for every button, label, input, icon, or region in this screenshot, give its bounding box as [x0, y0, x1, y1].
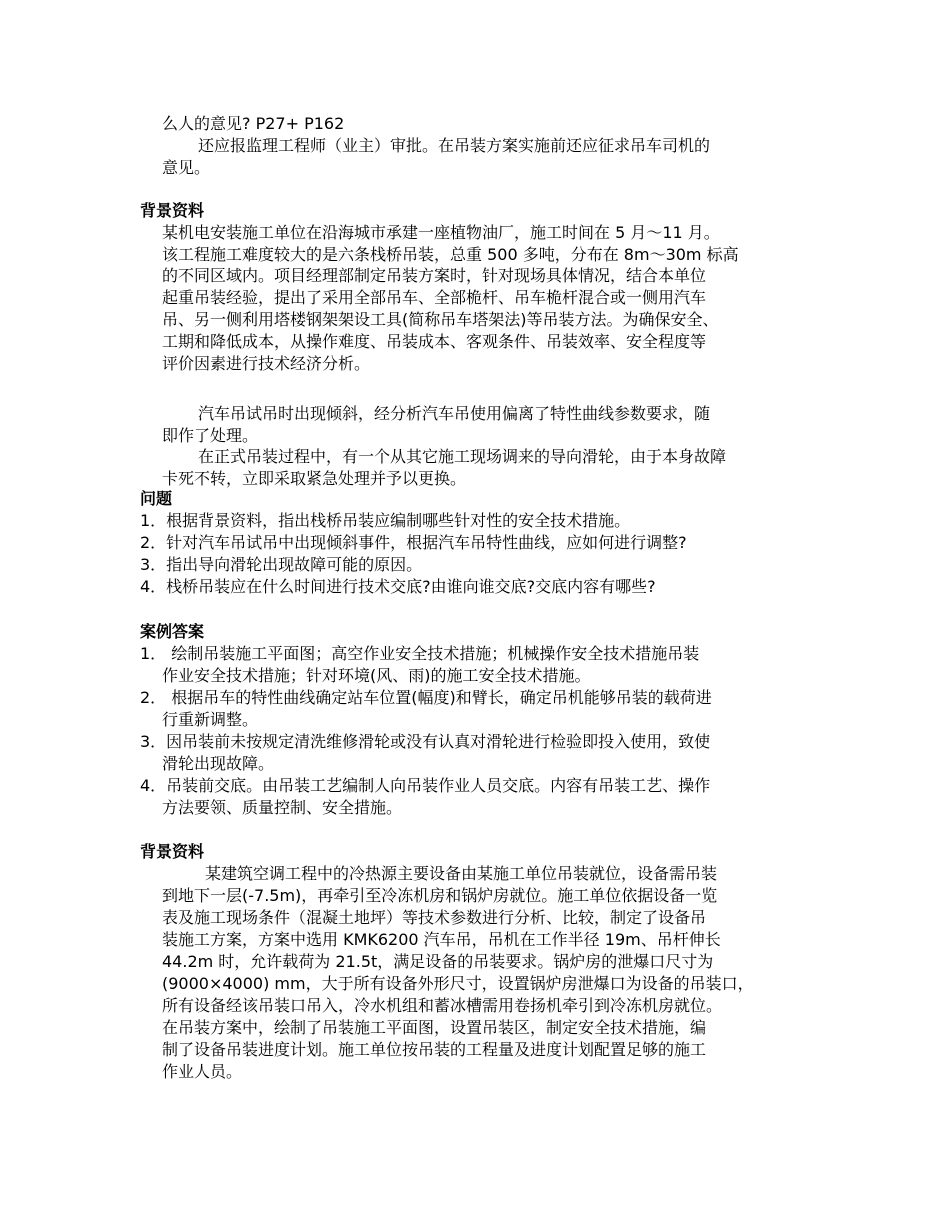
text-line: 卡死不转，立即采取紧急处理并予以更换。 [162, 469, 467, 488]
text-line: 装施工方案，方案中选用 KMK6200 汽车吊，吊机在工作半径 19m、吊杆伸长 [162, 930, 721, 949]
text-line: 该工程施工难度较大的是六条栈桥吊装，总重 500 多吨，分布在 8m～30m 标高 [162, 245, 739, 264]
text-line: 作业安全技术措施；针对环境(风、雨)的施工安全技术措施。 [162, 666, 591, 685]
text-line: 44.2m 时，允许载荷为 21.5t，满足设备的吊装要求。锅炉房的泄爆口尺寸为 [162, 952, 714, 971]
section-heading-questions: 问题 [140, 489, 173, 508]
text-line: 起重吊装经验，提出了采用全部吊车、全部桅杆、吊车桅杆混合或一侧用汽车 [162, 288, 707, 307]
answer-item: 1． 绘制吊装施工平面图；高空作业安全技术措施；机械操作安全技术措施吊装 [140, 644, 700, 663]
text-line: (9000×4000) mm，大于所有设备外形尺寸，设置锅炉房泄爆口为设备的吊装口， [162, 974, 754, 993]
text-line: 即作了处理。 [162, 426, 259, 445]
question-item: 4．栈桥吊装应在什么时间进行技术交底?由谁向谁交底?交底内容有哪些? [140, 577, 656, 596]
text-line: 评价因素进行技术经济分析。 [162, 354, 371, 373]
text-line: 制了设备吊装进度计划。施工单位按吊装的工程量及进度计划配置足够的施工 [162, 1040, 707, 1059]
text-line: 表及施工现场条件（混凝土地坪）等技术参数进行分析、比较，制定了设备吊 [162, 908, 707, 927]
answer-item: 2． 根据吊车的特性曲线确定站车位置(幅度)和臂长，确定吊机能够吊装的载荷进 [140, 688, 712, 707]
text-line: 在吊装方案中，绘制了吊装施工平面图，设置吊装区，制定安全技术措施，编 [162, 1018, 707, 1037]
text-line: 到地下一层(-7.5m)，再牵引至冷冻机房和锅炉房就位。施工单位依据设备一览 [162, 886, 718, 905]
text-line: 所有设备经该吊装口吊入，冷水机组和蓄冰槽需用卷扬机牵引到冷冻机房就位。 [162, 996, 723, 1015]
question-item: 3．指出导向滑轮出现故障可能的原因。 [140, 555, 423, 574]
text-line: 工期和降低成本，从操作难度、吊装成本、客观条件、吊装效率、安全程度等 [162, 332, 707, 351]
section-heading-background-2: 背景资料 [140, 842, 205, 861]
text-line: 的不同区域内。项目经理部制定吊装方案时，针对现场具体情况，结合本单位 [162, 266, 707, 285]
text-line: 意见。 [162, 158, 211, 177]
answer-item: 4．吊装前交底。由吊装工艺编制人向吊装作业人员交底。内容有吊装工艺、操作 [140, 776, 711, 795]
question-item: 1．根据背景资料，指出栈桥吊装应编制哪些针对性的安全技术措施。 [140, 511, 631, 530]
question-item: 2．针对汽车吊试吊中出现倾斜事件，根据汽车吊特性曲线，应如何进行调整? [140, 533, 687, 552]
text-line: 吊、另一侧利用塔楼钢架架设工具(简称吊车塔架法)等吊装方法。为确保安全、 [162, 310, 719, 329]
text-line: 某机电安装施工单位在沿海城市承建一座植物油厂，施工时间在 5 月～11 月。 [162, 223, 720, 242]
section-heading-answers: 案例答案 [140, 622, 205, 641]
section-heading-background: 背景资料 [140, 201, 205, 220]
text-line: 汽车吊试吊时出现倾斜，经分析汽车吊使用偏离了特性曲线参数要求，随 [198, 404, 711, 423]
text-line: 在正式吊装过程中，有一个从其它施工现场调来的导向滑轮，由于本身故障 [198, 447, 727, 466]
text-line: 方法要领、质量控制、安全措施。 [162, 798, 403, 817]
text-line: 某建筑空调工程中的冷热源主要设备由某施工单位吊装就位，设备需吊装 [205, 864, 718, 883]
text-line: 还应报监理工程师（业主）审批。在吊装方案实施前还应征求吊车司机的 [198, 136, 711, 155]
text-line: 么人的意见? P27+ P162 [162, 114, 345, 133]
answer-item: 3．因吊装前未按规定清洗维修滑轮或没有认真对滑轮进行检验即投入使用，致使 [140, 732, 711, 751]
text-line: 行重新调整。 [162, 710, 259, 729]
text-line: 滑轮出现故障。 [162, 754, 275, 773]
text-line: 作业人员。 [162, 1062, 243, 1081]
